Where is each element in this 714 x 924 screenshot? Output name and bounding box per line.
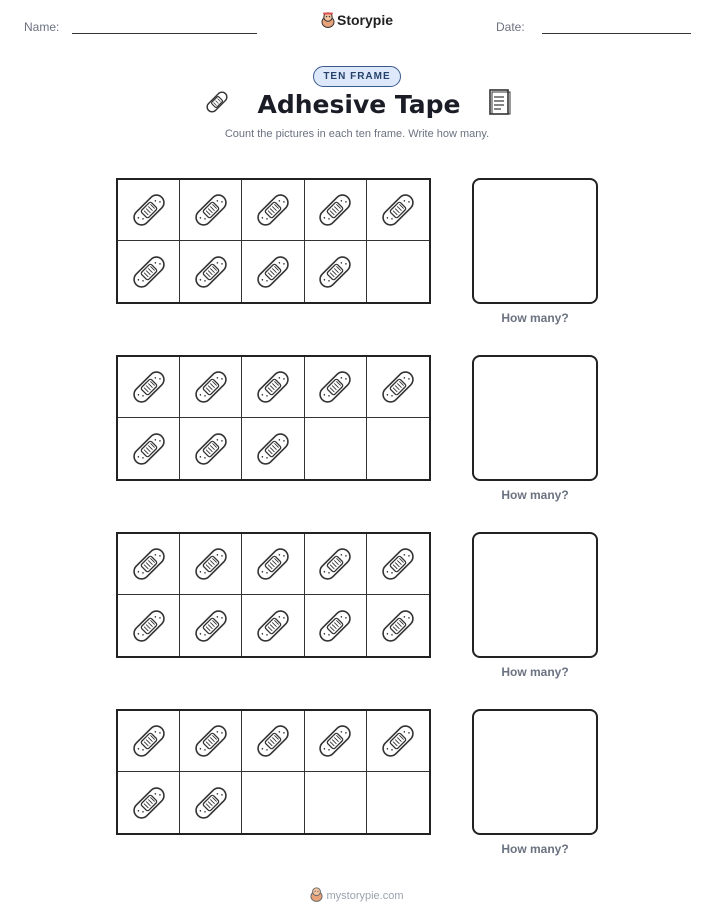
ten-frame-cell	[118, 711, 180, 772]
bandage-icon	[378, 367, 418, 407]
answer-box[interactable]	[472, 355, 598, 481]
answer-box[interactable]	[472, 178, 598, 304]
bandage-icon	[315, 606, 355, 646]
bandage-icon	[378, 606, 418, 646]
ten-frame-cell	[180, 418, 242, 479]
bandage-icon	[129, 252, 169, 292]
ten-frame-cell	[367, 357, 429, 418]
bandage-icon	[191, 606, 231, 646]
bandage-icon	[191, 190, 231, 230]
how-many-label: How many?	[501, 842, 569, 856]
ten-frame-cell	[180, 357, 242, 418]
bandage-icon	[253, 721, 293, 761]
notepad-icon	[487, 88, 511, 121]
ten-frame-cell	[305, 595, 367, 656]
ten-frame-cell	[242, 418, 304, 479]
bandage-icon	[378, 544, 418, 584]
ten-frame-cell	[118, 772, 180, 833]
bandage-icon	[378, 721, 418, 761]
bandage-icon	[253, 190, 293, 230]
bandage-icon	[253, 544, 293, 584]
ten-frame-cell	[180, 772, 242, 833]
instructions: Count the pictures in each ten frame. Write how many.	[224, 128, 490, 140]
ten-frame	[116, 178, 431, 304]
bandage-icon	[129, 544, 169, 584]
ten-frame-cell	[305, 772, 367, 833]
ten-frame-cell	[242, 241, 304, 302]
bandage-icon	[253, 252, 293, 292]
ten-frame-cell	[242, 357, 304, 418]
name-field[interactable]	[72, 33, 257, 34]
ten-frame-cell	[180, 241, 242, 302]
how-many-label: How many?	[501, 311, 569, 325]
ten-frame-cell	[118, 418, 180, 479]
bandage-icon	[191, 783, 231, 823]
ten-frame-cell	[242, 711, 304, 772]
ten-frame-cell	[242, 180, 304, 241]
ten-frame-cell	[367, 711, 429, 772]
ten-frame-cell	[118, 595, 180, 656]
answer-box[interactable]	[472, 532, 598, 658]
ten-frame-cell	[305, 357, 367, 418]
ten-frame	[116, 532, 431, 658]
bandage-icon	[191, 544, 231, 584]
page-title: Adhesive Tape	[257, 90, 461, 119]
worksheet-type-badge: TEN FRAME	[313, 66, 400, 87]
bandage-icon	[378, 190, 418, 230]
bandage-icon	[315, 367, 355, 407]
bandage-icon	[315, 252, 355, 292]
footer-url[interactable]: mystorypie.com	[326, 890, 404, 902]
ten-frame-cell	[305, 180, 367, 241]
ten-frame-cell	[180, 534, 242, 595]
ten-frame-cell	[118, 357, 180, 418]
ten-frame-cell	[305, 418, 367, 479]
bandage-icon	[129, 721, 169, 761]
ten-frame-cell	[367, 241, 429, 302]
how-many-label: How many?	[501, 665, 569, 679]
how-many-label: How many?	[501, 488, 569, 502]
ten-frame-cell	[367, 595, 429, 656]
footer	[0, 887, 714, 902]
bandage-icon	[129, 783, 169, 823]
date-field[interactable]	[542, 33, 691, 34]
bandage-icon	[315, 544, 355, 584]
bandage-icon	[129, 429, 169, 469]
ten-frame-cell	[118, 180, 180, 241]
ten-frame-cell	[118, 534, 180, 595]
ten-frame-cell	[305, 241, 367, 302]
ten-frame-cell	[180, 180, 242, 241]
brand-name: Storypie	[336, 12, 393, 28]
bandage-icon	[129, 606, 169, 646]
ten-frame-cell	[305, 711, 367, 772]
bandage-icon	[203, 88, 231, 121]
bandage-icon	[191, 367, 231, 407]
date-label: Date:	[496, 20, 525, 34]
bandage-icon	[129, 190, 169, 230]
ten-frame	[116, 709, 431, 835]
ten-frame-cell	[242, 534, 304, 595]
storypie-mascot-icon	[310, 887, 323, 902]
ten-frame-cell	[367, 418, 429, 479]
name-label: Name:	[24, 20, 60, 34]
ten-frame-cell	[305, 534, 367, 595]
bandage-icon	[129, 367, 169, 407]
bandage-icon	[191, 429, 231, 469]
ten-frame-cell	[118, 241, 180, 302]
storypie-mascot-icon	[321, 12, 335, 28]
ten-frame-cell	[180, 595, 242, 656]
bandage-icon	[191, 252, 231, 292]
ten-frame-cell	[242, 595, 304, 656]
ten-frame-cell	[180, 711, 242, 772]
answer-box[interactable]	[472, 709, 598, 835]
ten-frame-cell	[367, 180, 429, 241]
bandage-icon	[253, 606, 293, 646]
bandage-icon	[253, 367, 293, 407]
brand-logo	[0, 12, 714, 28]
bandage-icon	[315, 721, 355, 761]
bandage-icon	[315, 190, 355, 230]
ten-frame-cell	[367, 534, 429, 595]
ten-frame-cell	[367, 772, 429, 833]
bandage-icon	[253, 429, 293, 469]
bandage-icon	[191, 721, 231, 761]
ten-frame	[116, 355, 431, 481]
ten-frame-cell	[242, 772, 304, 833]
